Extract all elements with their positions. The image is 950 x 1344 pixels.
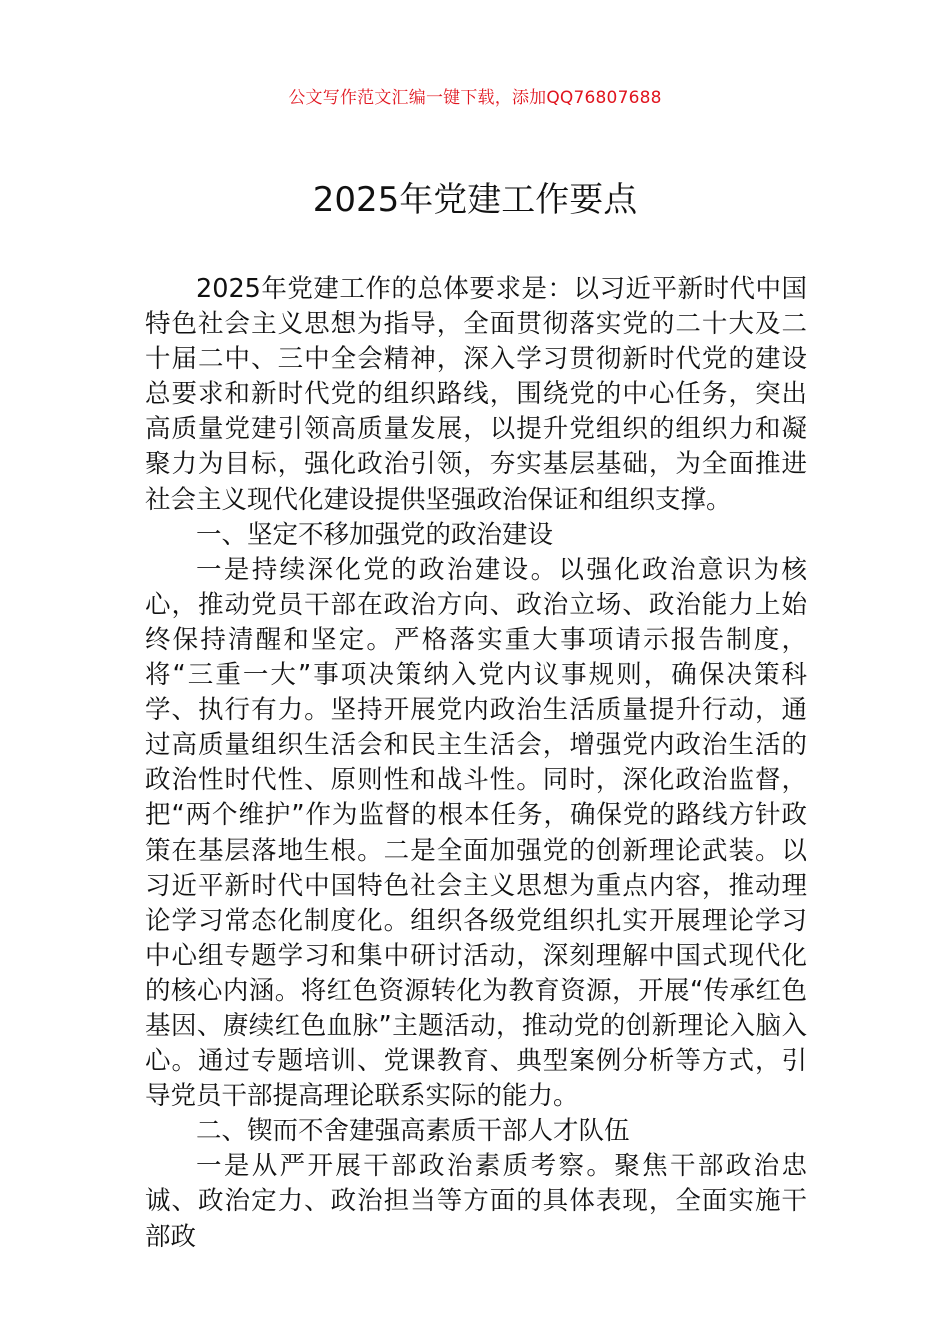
intro-paragraph: 2025年党建工作的总体要求是：以习近平新时代中国特色社会主义思想为指导，全面贯彻落实党的二十大及二十届二中、三中全会精神，深入学习贯彻新时代党的建设总要求和新时代党的组织路线，围绕党的中心任务，突出高质量党建引领高质量发展，以提升党组织的组织力和凝聚力为目标，强化政治引领，夯实基层基础，为全面推进社会主义现代化建设提供坚强政治保证和组织支撑。 (145, 274, 807, 515)
document-body (145, 272, 807, 1255)
section-heading-2: 二、锲而不舍建强高素质干部人才队伍 (196, 1116, 630, 1147)
section-1-paragraph: 一是持续深化党的政治建设。以强化政治意识为核心，推动党员干部在政治方向、政治立场、政治能力上始终保持清醒和坚定。严格落实重大事项请示报告制度，将“三重一大”事项决策纳入党内议事规则，确保决策科学、执行有力。坚持开展党内政治生活质量提升行动，通过高质量组织生活会和民主生活会，增强党内政治生活的政治性时代性、原则性和战斗性。同时，深化政治监督，把“两个维护”作为监督的根本任务，确保党的路线方针政策在基层落地生根。二是全面加强党的创新理论武装。以习近平新时代中国特色社会主义思想为重点内容，推动理论学习常态化制度化。组织各级党组织扎实开展理论学习中心组专题学习和集中研讨活动，深刻理解中国式现代化的核心内涵。将红色资源转化为教育资源，开展“传承红色基因、赓续红色血脉”主题活动，推动党的创新理论入脑入心。通过专题培训、党课教育、典型案例分析等方式，引导党员干部提高理论联系实际的能力。 (145, 554, 807, 1112)
section-heading-1: 一、坚定不移加强党的政治建设 (196, 519, 554, 550)
download-watermark: 公文写作范文汇编一键下载，添加QQ76807688 (288, 88, 662, 108)
page-title: 2025年党建工作要点 (312, 180, 638, 220)
section-2-paragraph: 一是从严开展干部政治素质考察。聚焦干部政治忠诚、政治定力、政治担当等方面的具体表现，全面实施干部政 (145, 1151, 807, 1252)
